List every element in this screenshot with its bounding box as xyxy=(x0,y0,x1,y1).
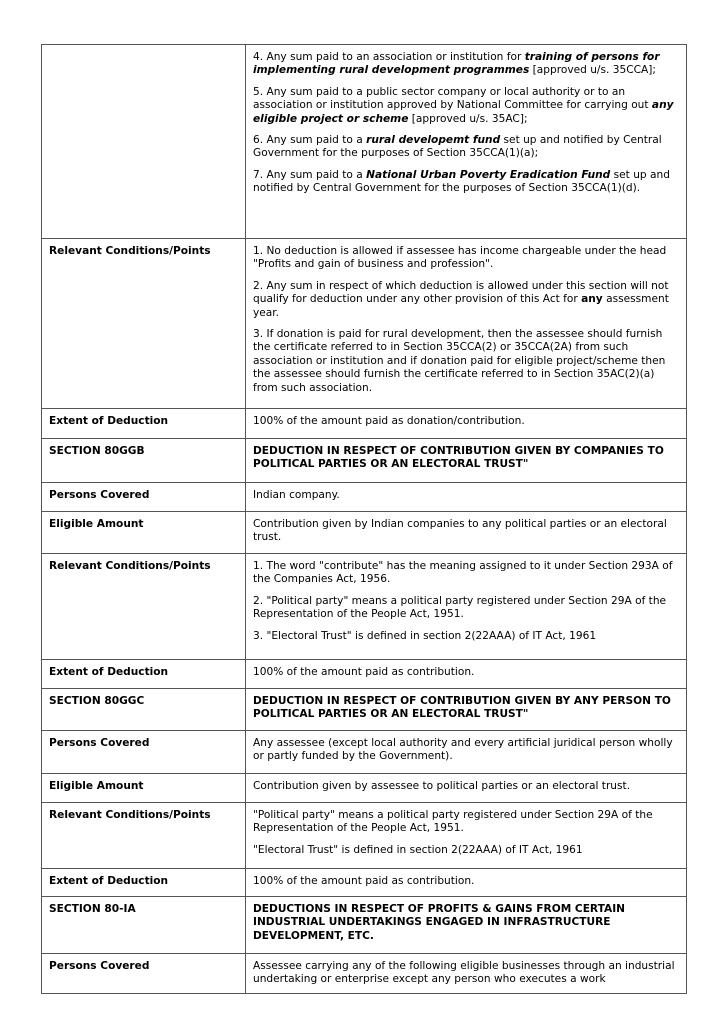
table-row xyxy=(42,45,687,239)
row-value: Contribution given by assessee to political parties or an electoral trust. xyxy=(246,774,687,803)
table-row xyxy=(42,554,687,660)
paragraph: "Electoral Trust" is defined in section 2(22AAA) of IT Act, 1961 xyxy=(253,843,583,856)
row-value xyxy=(246,45,687,239)
paragraph: 2. Any sum in respect of which deduction is allowed under this section will not qualify for deduction under any other provision of this Act for any assessment year. xyxy=(253,279,669,319)
row-value xyxy=(246,803,687,869)
row-value: 100% of the amount paid as contribution. xyxy=(246,869,687,897)
table-row xyxy=(42,731,687,774)
row-label: Extent of Deduction xyxy=(42,409,246,439)
paragraph: 7. Any sum paid to a National Urban Poverty Eradication Fund set up and notified by Central Government for the purposes of Section 35CCA(1)(d). xyxy=(253,168,670,195)
row-label-empty xyxy=(42,45,246,239)
paragraph: 3. If donation is paid for rural development, then the assessee should furnish the certificate referred to in Section 35CCA(2) or 35CCA(2A) from such association or institution and if donation paid for eligible project/scheme then the assessee should furnish the certificate referred to in Section 35AC(2)(a) from such association. xyxy=(253,328,666,394)
row-label: Eligible Amount xyxy=(42,512,246,554)
row-value: Contribution given by Indian companies to any political parties or an electoral trust. xyxy=(246,512,687,554)
paragraph: 6. Any sum paid to a rural developemt fund set up and notified by Central Government for the purposes of Section 35CCA(1)(a); xyxy=(253,134,662,160)
row-label: Relevant Conditions/Points xyxy=(42,239,246,409)
row-value: 100% of the amount paid as contribution. xyxy=(246,660,687,689)
row-label: Persons Covered xyxy=(42,731,246,774)
row-value: Assessee carrying any of the following eligible businesses through an industrial undertaking or enterprise except any person who executes a work xyxy=(246,954,687,994)
section-heading: DEDUCTION IN RESPECT OF CONTRIBUTION GIVEN BY COMPANIES TO POLITICAL PARTIES OR AN ELECTORAL TRUST" xyxy=(246,439,687,483)
row-label: Relevant Conditions/Points xyxy=(42,803,246,869)
section-label: SECTION 80-IA xyxy=(42,897,246,954)
paragraph: 3. "Electoral Trust" is defined in section 2(22AAA) of IT Act, 1961 xyxy=(253,629,597,642)
row-label: Eligible Amount xyxy=(42,774,246,803)
row-label: Persons Covered xyxy=(42,483,246,512)
section-label: SECTION 80GGC xyxy=(42,689,246,731)
section-label: SECTION 80GGB xyxy=(42,439,246,483)
paragraph: "Political party" means a political party registered under Section 29A of the Representation of the People Act, 1951. xyxy=(253,809,653,835)
table-row xyxy=(42,954,687,994)
table-row xyxy=(42,483,687,512)
row-label: Extent of Deduction xyxy=(42,869,246,897)
row-value xyxy=(246,554,687,660)
table-row xyxy=(42,689,687,731)
row-value xyxy=(246,239,687,409)
table-row xyxy=(42,869,687,897)
table-row xyxy=(42,239,687,409)
row-label: Persons Covered xyxy=(42,954,246,994)
table-row xyxy=(42,512,687,554)
table-row xyxy=(42,660,687,689)
row-value: 100% of the amount paid as donation/contribution. xyxy=(246,409,687,439)
table-row xyxy=(42,439,687,483)
table-row xyxy=(42,409,687,439)
deductions-table xyxy=(41,44,687,994)
table-row xyxy=(42,897,687,954)
paragraph: 5. Any sum paid to a public sector company or local authority or to an association or institution approved by National Committee for carrying out any eligible project or scheme [approved u/s. 35AC]; xyxy=(253,85,674,125)
row-value: Any assessee (except local authority and every artificial juridical person wholly or partly funded by the Government). xyxy=(246,731,687,774)
paragraph: 1. No deduction is allowed if assessee has income chargeable under the head "Profits and gain of business and profession". xyxy=(253,245,667,271)
table-row xyxy=(42,774,687,803)
paragraph: 1. The word "contribute" has the meaning assigned to it under Section 293A of the Companies Act, 1956. xyxy=(253,560,673,586)
section-heading: DEDUCTIONS IN RESPECT OF PROFITS & GAINS FROM CERTAIN INDUSTRIAL UNDERTAKINGS ENGAGED IN INFRASTRUCTURE DEVELOPMENT, ETC. xyxy=(246,897,687,954)
table-row xyxy=(42,803,687,869)
section-heading: DEDUCTION IN RESPECT OF CONTRIBUTION GIVEN BY ANY PERSON TO POLITICAL PARTIES OR AN ELECTORAL TRUST" xyxy=(246,689,687,731)
paragraph: 4. Any sum paid to an association or institution for training of persons for implementing rural development programmes [approved u/s. 35CCA]; xyxy=(253,51,660,77)
paragraph: 2. "Political party" means a political party registered under Section 29A of the Representation of the People Act, 1951. xyxy=(253,594,667,621)
row-label: Relevant Conditions/Points xyxy=(42,554,246,660)
row-label: Extent of Deduction xyxy=(42,660,246,689)
row-value: Indian company. xyxy=(246,483,687,512)
